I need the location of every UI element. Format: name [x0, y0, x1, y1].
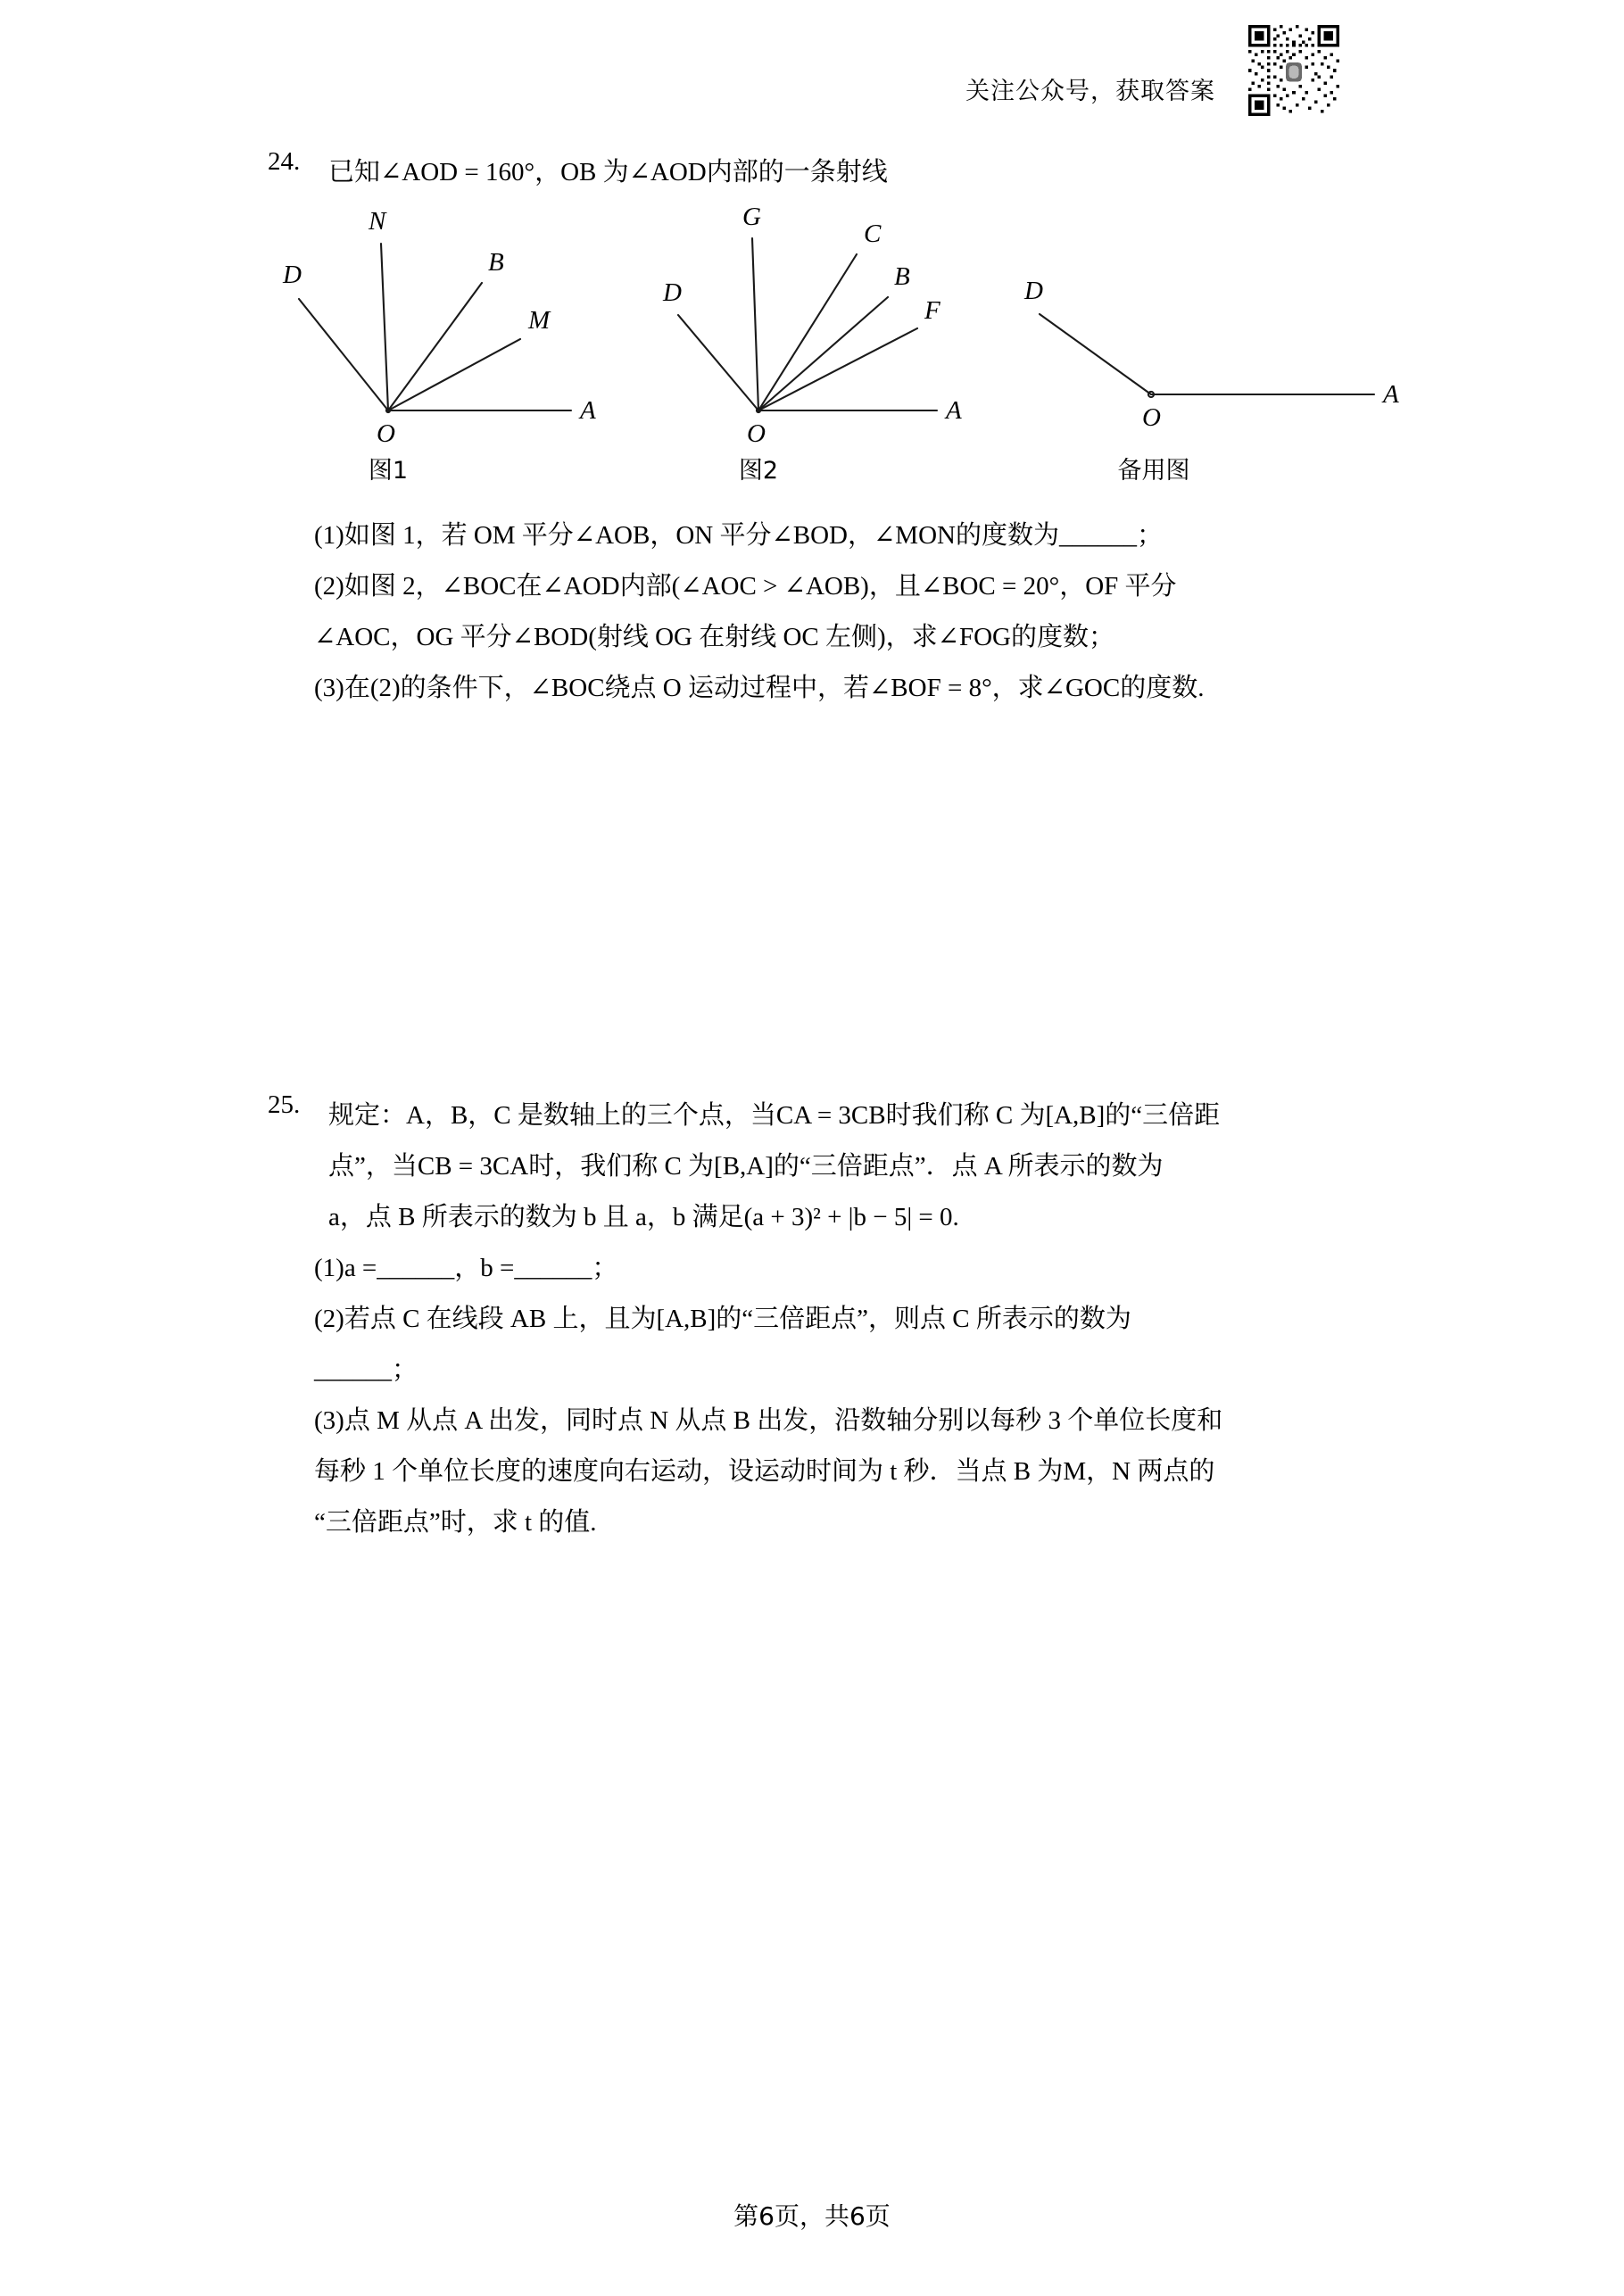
question-25-number: 25. [268, 1090, 301, 1119]
question-24-stem-line: 已知∠AOD = 160°，OB 为∠AOD内部的一条射线 [328, 158, 888, 186]
question-24-part-3: (3)在(2)的条件下，∠BOC绕点 O 运动过程中，若∠BOF = 8°，求∠GOC的度数. [314, 674, 1205, 702]
page-header [0, 18, 1624, 107]
question-25-part-3-cont-1: 每秒 1 个单位长度的速度向右运动，设运动时间为 t 秒．当点 B 为M，N 两点的 [314, 1457, 1215, 1486]
figure-3 [1008, 183, 1419, 485]
figure-1-label-N: N [369, 207, 386, 236]
figure-2-label-A: A [946, 396, 962, 425]
question-25-stem-line-2: 点”，当CB = 3CA时，我们称 C 为[B,A]的“三倍距点”．点 A 所表示的数为 [328, 1152, 1164, 1181]
figure-2-label-G: G [742, 203, 761, 231]
question-24-part-2-cont: ∠AOC，OG 平分∠BOD(射线 OG 在射线 OC 左侧)，求∠FOG的度数； [314, 623, 1114, 651]
figure-2-label-F: F [924, 296, 940, 325]
question-25-stem [328, 1090, 1328, 1243]
question-24-number: 24. [268, 147, 301, 176]
figure-2-label-O: O [747, 419, 766, 448]
figure-3-label-O: O [1142, 403, 1161, 432]
figure-3-caption: 备用图 [1117, 457, 1190, 485]
question-25-part-1: (1)a =______，b =______； [314, 1254, 618, 1282]
question-25-part-3: (3)点 M 从点 A 出发，同时点 N 从点 B 出发，沿数轴分别以每秒 3 个单位长度和 [314, 1406, 1223, 1435]
page-number-text: 第6页，共6页 [733, 2201, 891, 2231]
figure-1-label-O: O [377, 419, 395, 448]
question-25-part-2: (2)若点 C 在线段 AB 上，且为[A,B]的“三倍距点”，则点 C 所表示的数为 [314, 1305, 1131, 1333]
figure-2-caption: 图2 [738, 457, 779, 485]
question-24-part-1: (1)如图 1，若 OM 平分∠AOB，ON 平分∠BOD，∠MON的度数为______； [314, 521, 1163, 550]
question-24-part-2: (2)如图 2，∠BOC在∠AOD内部(∠AOC > ∠AOB)，且∠BOC = 20°，OF 平分 [314, 572, 1177, 601]
figure-1-label-A: A [580, 396, 596, 425]
figure-2-label-D: D [663, 278, 682, 307]
question-24-parts [314, 510, 1296, 714]
figure-3-label-D: D [1024, 277, 1043, 305]
figure-1-label-M: M [528, 306, 551, 335]
figure-1 [268, 183, 687, 485]
figure-1-caption: 图1 [368, 457, 409, 485]
page-footer [0, 2197, 1624, 2233]
question-25-parts [314, 1243, 1313, 1548]
question-25-stem-line-3: a，点 B 所表示的数为 b 且 a，b 满足(a + 3)² + |b − 5| = 0. [328, 1203, 959, 1231]
figure-2-label-C: C [864, 220, 882, 248]
figure-2 [660, 183, 1044, 485]
figure-3-label-A: A [1383, 380, 1399, 409]
question-25-stem-line-1: 规定：A，B，C 是数轴上的三个点，当CA = 3CB时我们称 C 为[A,B]的“三倍距 [328, 1101, 1221, 1130]
question-25-part-2-blank: ______； [314, 1355, 418, 1384]
question-25-part-3-cont-2: “三倍距点”时，求 t 的值. [314, 1508, 597, 1537]
figure-1-label-B: B [488, 248, 504, 277]
figure-1-label-D: D [283, 261, 302, 289]
promo-text: 关注公众号，获取答案 [965, 78, 1215, 105]
qr-code-icon [1248, 25, 1339, 116]
figure-row [268, 183, 1446, 500]
figure-2-label-B: B [894, 262, 910, 291]
